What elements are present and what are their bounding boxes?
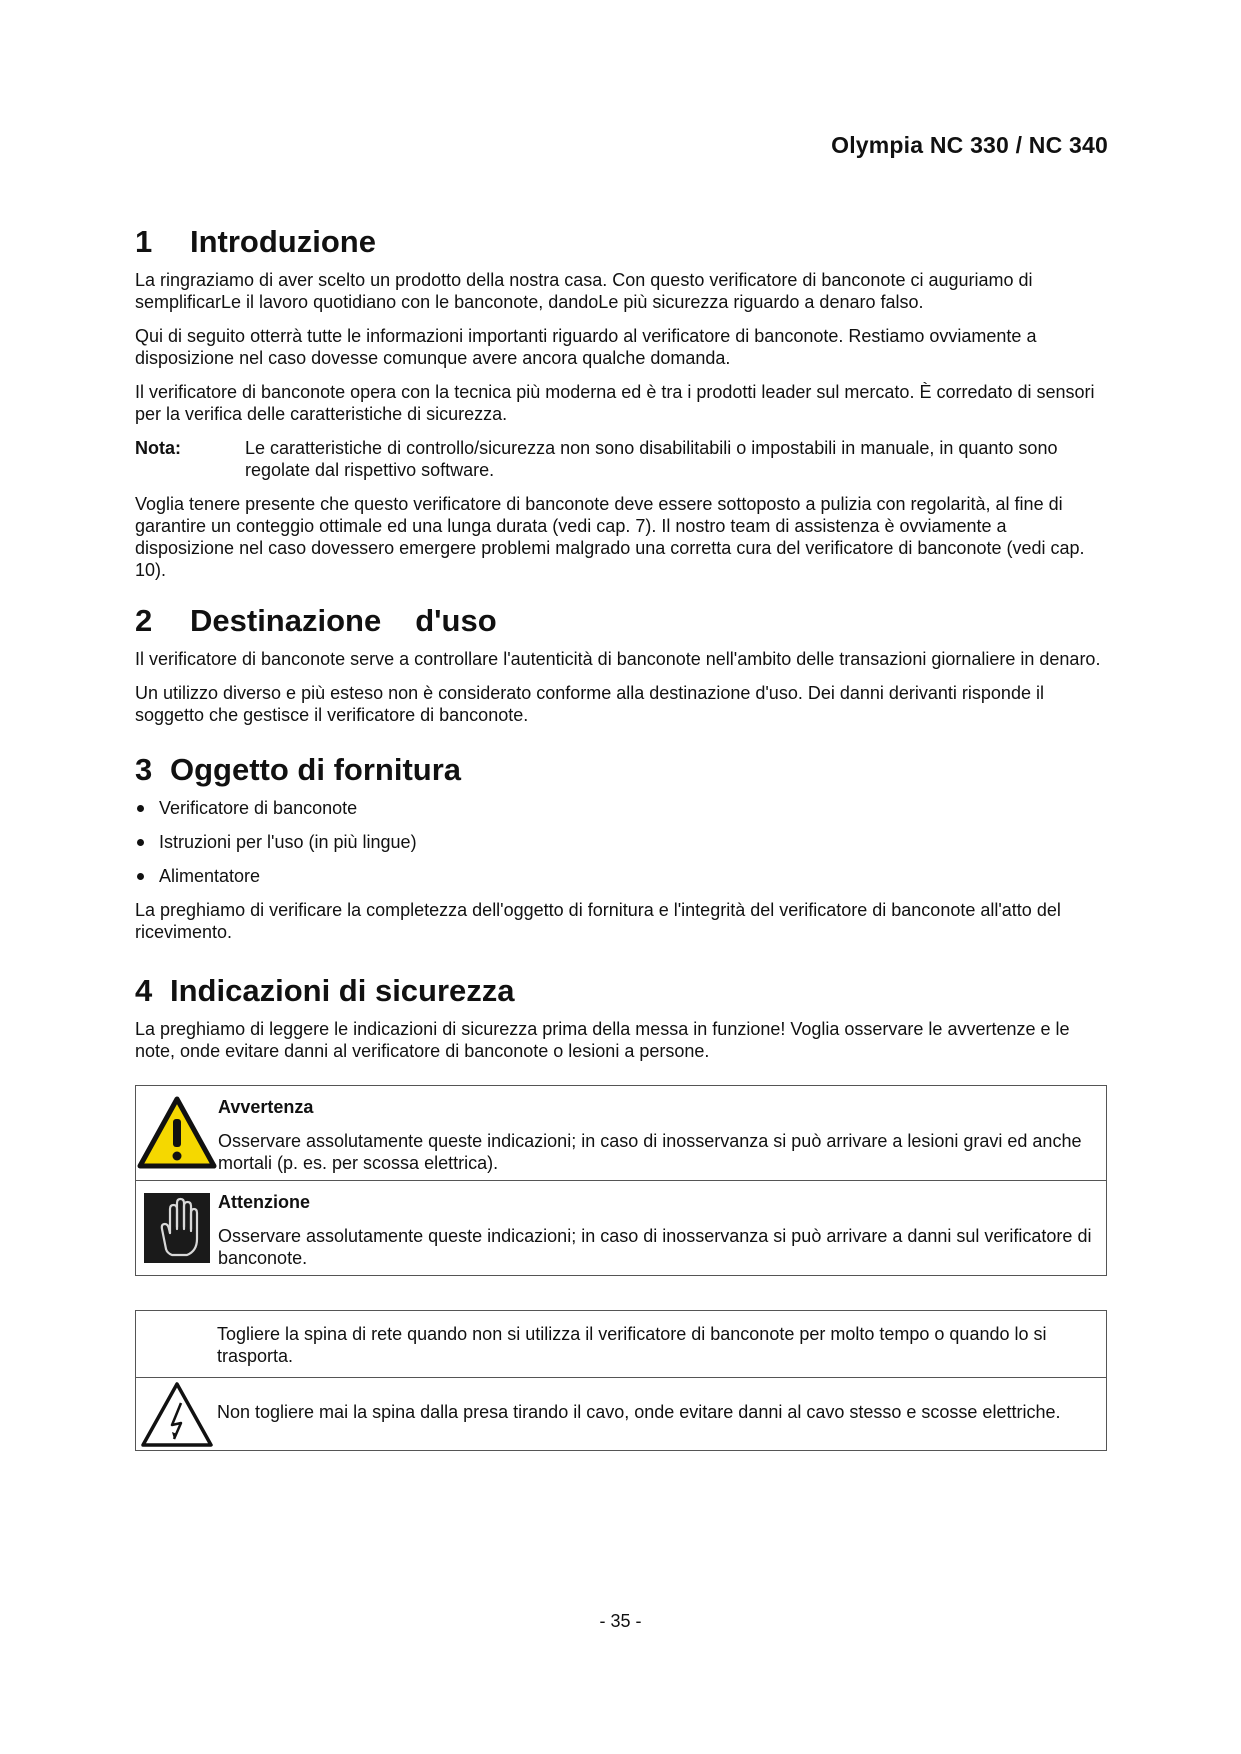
section-oggetto-fornitura xyxy=(135,752,1106,943)
paragraph: Qui di seguito otterrà tutte le informazioni importanti riguardo al verificatore di banconote. Restiamo ovviamente a disposizione nel caso dovesse comunque avere ancora qualche domanda. xyxy=(135,326,1037,368)
paragraph: Il verificatore di banconote opera con la tecnica più moderna ed è tra i prodotti leader sul mercato. È corredato di sensori per la verifica delle caratteristiche di sicurezza. xyxy=(135,382,1095,424)
paragraph: La preghiamo di verificare la completezza dell'oggetto di fornitura e l'integrità del verificatore di banconote all'atto del ricevimento. xyxy=(135,900,1061,942)
paragraph: Voglia tenere presente che questo verificatore di banconote deve essere sottoposto a pulizia con regolarità, al fine di garantire un conteggio ottimale ed una lunga durata (vedi cap. 7). Il nostro team di assistenza è ovviamente a disposizione nel caso dovessero emergere problemi malgrado una corretta cura del verificatore di banconote (vedi cap. 10). xyxy=(135,494,1085,580)
warning-title: Attenzione xyxy=(218,1192,310,1212)
paragraph: La ringraziamo di aver scelto un prodotto della nostra casa. Con questo verificatore di banconote ci auguriamo di semplificarLe il lavoro quotidiano con le banconote, dandoLe più sicurezza riguardo a denaro falso. xyxy=(135,270,1033,312)
section-indicazioni-sicurezza xyxy=(135,973,1106,1451)
section-title-text: Indicazioni di sicurezza xyxy=(170,973,515,1008)
section-destinazione-uso xyxy=(135,603,1106,726)
tip-row xyxy=(136,1378,1107,1451)
paragraph: La preghiamo di leggere le indicazioni di sicurezza prima della messa in funzione! Voglia osservare le avvertenze e le note, onde evitare danni al verificatore di banconote o lesioni a persone. xyxy=(135,1019,1070,1061)
list-item: Istruzioni per l'uso (in più lingue) xyxy=(135,831,1106,853)
tip-text: Non togliere mai la spina dalla presa tirando il cavo, onde evitare danni al cavo stesso e scosse elettriche. xyxy=(217,1402,1061,1422)
section-title-text: d'uso xyxy=(415,603,497,638)
warning-title: Avvertenza xyxy=(218,1097,314,1117)
section-title xyxy=(135,752,1106,788)
section-title-text: Introduzione xyxy=(190,224,376,259)
section-title xyxy=(135,973,1106,1009)
warning-row xyxy=(136,1086,1107,1181)
section-title-text: Oggetto di fornitura xyxy=(170,752,462,787)
section-introduzione xyxy=(135,224,1106,581)
tip-text: Togliere la spina di rete quando non si utilizza il verificatore di banconote per molto tempo o quando lo si trasporta. xyxy=(217,1324,1047,1366)
section-title xyxy=(135,224,1106,260)
safety-tips-table xyxy=(135,1310,1107,1451)
electric-shock-icon xyxy=(139,1379,215,1449)
tip-row xyxy=(136,1311,1107,1378)
page-header: Olympia NC 330 / NC 340 xyxy=(831,132,1108,158)
section-number: 3 xyxy=(135,752,153,787)
page-number: - 35 - xyxy=(599,1611,642,1631)
section-number: 1 xyxy=(135,224,153,259)
warning-row xyxy=(136,1181,1107,1276)
bullet-list xyxy=(135,797,1106,887)
section-title xyxy=(135,603,1106,639)
list-item: Alimentatore xyxy=(135,865,1106,887)
warning-triangle-icon xyxy=(136,1095,218,1171)
section-number: 2 xyxy=(135,603,153,638)
section-number: 4 xyxy=(135,973,153,1008)
warning-table xyxy=(135,1085,1107,1276)
warning-text: Osservare assolutamente queste indicazioni; in caso di inosservanza si può arrivare a lesioni gravi ed anche mortali (p. es. per scossa elettrica). xyxy=(218,1131,1082,1173)
paragraph: Il verificatore di banconote serve a controllare l'autenticità di banconote nell'ambito delle transazioni giornaliere in denaro. xyxy=(135,649,1101,669)
document-body xyxy=(135,224,1106,1451)
note xyxy=(135,437,1106,481)
stop-hand-icon xyxy=(144,1193,210,1263)
paragraph: Un utilizzo diverso e più esteso non è considerato conforme alla destinazione d'uso. Dei danni derivanti risponde il soggetto che gestisce il verificatore di banconote. xyxy=(135,683,1044,725)
note-label: Nota: xyxy=(135,438,181,458)
section-title-text: Destinazione xyxy=(190,603,382,638)
list-item: Verificatore di banconote xyxy=(135,797,1106,819)
note-text: Le caratteristiche di controllo/sicurezza non sono disabilitabili o impostabili in manuale, in quanto sono regolate dal rispettivo software. xyxy=(245,438,1058,480)
warning-text: Osservare assolutamente queste indicazioni; in caso di inosservanza si può arrivare a danni sul verificatore di banconote. xyxy=(218,1226,1092,1268)
